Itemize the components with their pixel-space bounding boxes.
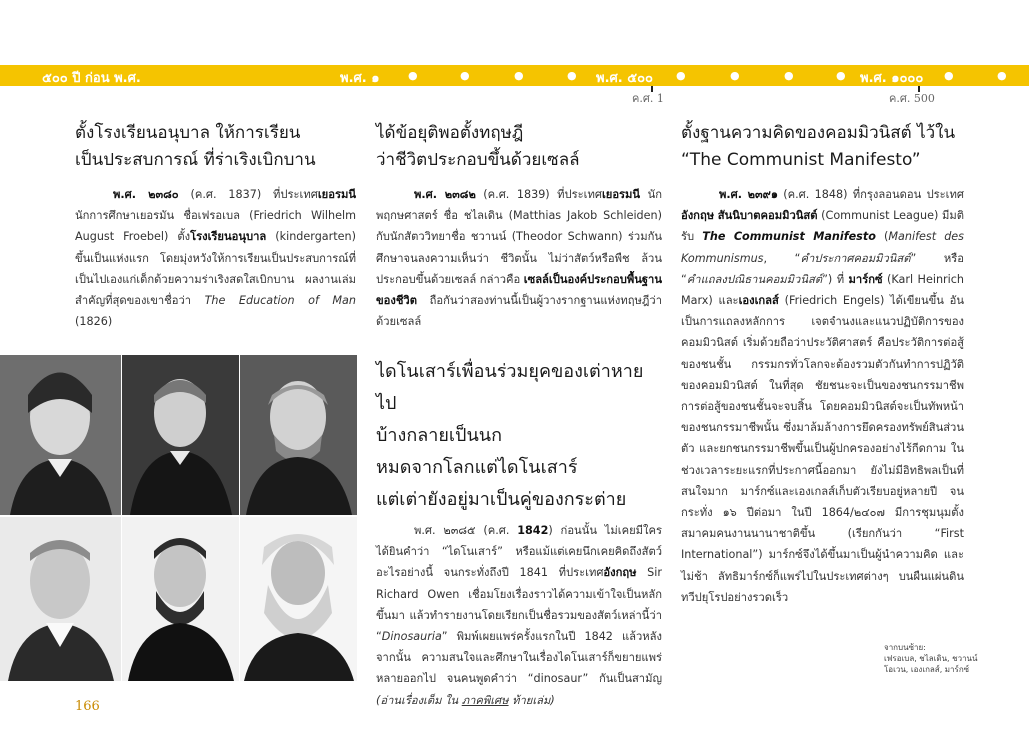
article-body: พ.ศ. ๒๓๘๒ (ค.ศ. 1839) ที่ประเทศเยอรมนี นักพฤกษศาสตร์ ชื่อ ชไลเดิน (Matthias Jakob Schleiden) กับนักสัตววิทยาชื่อ ชวานน์ (Theodor Schwann) ร่วมกันศึกษาจนลงความเห็นว่า ชีวิตนั้น ไม่ว่าสัตว์หรือพืช ล้วนประกอบขึ้นด้วยเซลล์ กล่าวคือ เซลล์เป็นองค์ประกอบพื้นฐานของชีวิต ถือกันว่าสองท่านนี้เป็นผู้วางรากฐานแห่งทฤษฎีว่าด้วยเซลล์ (376, 188, 662, 329)
article-body: พ.ศ. ๒๓๙๑ (ค.ศ. 1848) ที่กรุงลอนดอน ประเทศอังกฤษ สันนิบาตคอมมิวนิสต์ (Communist League) มีมติรับ The Communist Manifesto (Manifest des Kommunismus, “คำประกาศคอมมิวนิสต์” หรือ “คำแถลงปณิธานคอมมิวนิสต์”) ที่ มาร์กซ์ (Karl Heinrich Marx) และเองเกลส์ (Friedrich Engels) ได้เขียนขึ้น อันเป็นการแถลงหลักการ เจตจำนงและแนวปฏิบัติการของคอมมิวนิสต์ เริ่มด้วยถือว่าประวัติศาสตร์ คือประวัติการต่อสู้ของชนชั้น กรรมกรทั่วโลกจะต้องรวมตัวกันทำการปฏิวัติของคอมมิวนิสต์ ในที่สุด ชัยชนะจะเป็นของชนกรรมาชีพ การต่อสู้ของชนชั้นจะจบสิ้น โดยคอมมิวนิสต์จะเป็นทัพหน้าของชนกรรมาชีพนั้น ซึ่งมาล้มล้างการยึดครองทรัพย์สินส่วนตัว และยกชนกรรมาชีพขึ้นเป็นผู้ปกครองอย่างไร้กีดกาม ในช่วงเวลาระยะแรกที่ประกาศนี้ออกมา ยังไม่มีอิทธิพลเป็นที่สนใจมาก มาร์กซ์และเองเกลส์เก็บตัวเรียบอยู่หลายปี จนกระทั่ง ๑๖ ปีต่อมา ในปี 1864/๒๔๐๗ มีการชุมนุมตั้งสมาคมคนงานนานาชาติขึ้น (เรียกกันว่า “First International”) มาร์กซ์จึงได้ขึ้นมาเป็นผู้นำความคิด และไม่ช้า ลัทธิมาร์กซ์ก็แพร่ไปในประเทศต่างๆ บนผืนแผ่นดินทวีปยุโรปอย่างรวดเร็ว (681, 188, 965, 604)
portrait-froebel (0, 355, 121, 515)
portrait-schleiden (122, 355, 239, 515)
article-heading: ได้ข้อยุติพอตั้งทฤษฎี ว่าชีวิตประกอบขึ้นด้วยเซลล์ (376, 123, 580, 170)
portrait-owen (0, 517, 121, 681)
timeline-dot: ● (784, 69, 794, 82)
timeline-label-500bbe: ๕๐๐ ปี ก่อน พ.ศ. (42, 71, 141, 86)
timeline-label-be500: พ.ศ. ๕๐๐ (596, 71, 653, 86)
timeline-dot: ● (676, 69, 686, 82)
timeline-dot: ● (514, 69, 524, 82)
timeline-dot: ● (567, 69, 577, 82)
timeline-dot: ● (730, 69, 740, 82)
article-dinosaur (376, 356, 662, 711)
article-kindergarten (75, 120, 356, 332)
article-body: พ.ศ. ๒๓๘๕ (ค.ศ. 1842) ก่อนนั้น ไม่เคยมีใครได้ยินคำว่า “ไดโนเสาร์” หรือแม้แต่เคยนึกเคยคิดถึงสัตว์อะไรอย่างนี้ จนกระทั่งถึงปี 1841 ที่ประเทศอังกฤษ Sir Richard Owen เชื่อมโยงเรื่องราวได้ความเข้าใจเป็นหลักขึ้นมา แล้วทำรายงานโดยเรียกเป็นชื่อรวมของสัตว์เหล่านี้ว่า “Dinosauria” พิมพ์เผยแพร่ครั้งแรกในปี 1842 แล้วหลังจากนั้น ความสนใจและศึกษาในเรื่องไดโนเสาร์ก็ขยายแพร่หลายออกไป จนคนพูดคำว่า “dinosaur” กันเป็นสามัญ (อ่านเรื่องเต็ม ใน ภาคพิเศษ ท้ายเล่ม) (376, 524, 663, 707)
article-heading: ตั้งโรงเรียนอนุบาล ให้การเรียน เป็นประสบการณ์ ที่ร่าเริงเบิกบาน (75, 123, 316, 170)
timeline-ce-label-500: ค.ศ. 500 (889, 92, 935, 105)
article-communist-manifesto (681, 120, 964, 608)
article-body: พ.ศ. ๒๓๘๐ (ค.ศ. 1837) ที่ประเทศเยอรมนี นักการศึกษาเยอรมัน ชื่อเฟรอเบล (Friedrich Wilhelm August Froebel) ตั้งโรงเรียนอนุบาล (kindergarten) ขึ้นเป็นแห่งแรก โดยมุ่งหวังให้การเรียนเป็นประสบการณ์ที่เป็นไปเองแก่เด็กด้วยความร่าเริงสดใสเบิกบาน ผลงานเล่มสำคัญที่สุดของเขาชื่อว่า The Education of Man (1826) (75, 188, 356, 329)
appendix-link[interactable]: ภาคพิเศษ (461, 693, 509, 707)
timeline-ce-label-1: ค.ศ. 1 (632, 92, 664, 105)
timeline-dot: ● (408, 69, 418, 82)
timeline-bar (0, 65, 1029, 86)
article-cell-theory (376, 120, 662, 332)
timeline-label-be1000: พ.ศ. ๑๐๐๐ (860, 71, 924, 86)
portrait-schwann (240, 355, 357, 515)
timeline-dot: ● (944, 69, 954, 82)
portrait-engels (122, 517, 239, 681)
portrait-grid (0, 355, 357, 681)
timeline-dot: ● (997, 69, 1007, 82)
photo-caption: จากบนซ้าย: เฟรอเบล, ชไลเดิน, ชวานน์ โอเวน, เองเกลส์, มาร์กซ์ (884, 643, 978, 674)
timeline-label-be1: พ.ศ. ๑ (340, 71, 380, 86)
article-heading: ไดโนเสาร์เพื่อนร่วมยุคของเต่าหายไป บ้างกลายเป็นนก หมดจากโลกแต่ไดโนเสาร์ แต่เต่ายังอยู่มาเป็นคู่ของกระต่าย (376, 361, 644, 510)
timeline-dot: ● (460, 69, 470, 82)
timeline-dot: ● (836, 69, 846, 82)
article-heading: ตั้งฐานความคิดของคอมมิวนิสต์ ไว้ใน “The Communist Manifesto” (681, 123, 956, 170)
portrait-marx (240, 517, 357, 681)
page-number: 166 (75, 699, 100, 714)
